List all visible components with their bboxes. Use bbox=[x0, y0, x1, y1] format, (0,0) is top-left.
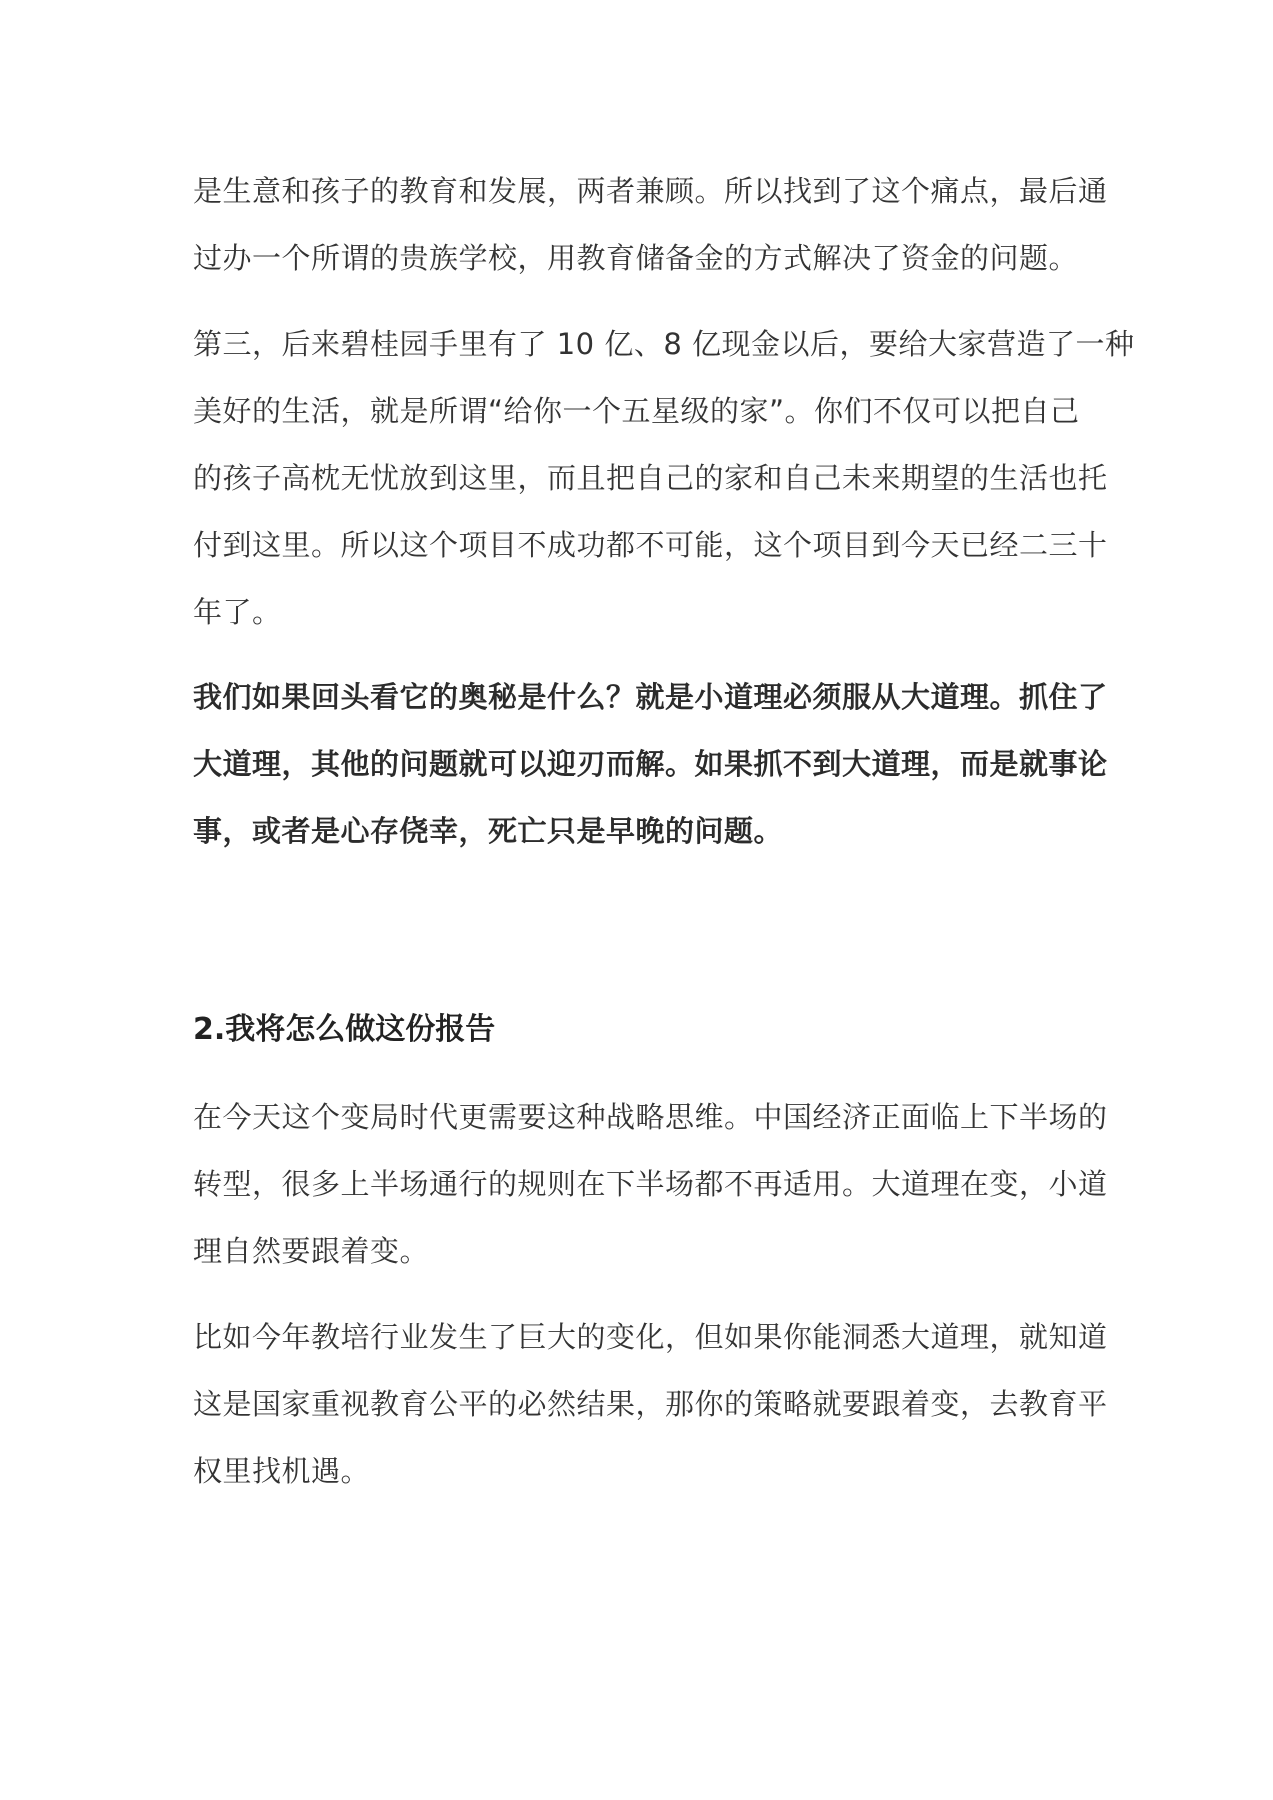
paragraph-line: 事，或者是心存侥幸，死亡只是早晚的问题。 bbox=[193, 814, 784, 848]
paragraph-2 bbox=[193, 311, 1135, 646]
paragraph-line: 转型，很多上半场通行的规则在下半场都不再适用。大道理在变，小道 bbox=[193, 1167, 1108, 1201]
paragraph-5 bbox=[193, 1304, 1108, 1505]
paragraph-line: 权里找机遇。 bbox=[193, 1454, 371, 1488]
document-page bbox=[193, 0, 1135, 1800]
paragraph-line: 的孩子高枕无忧放到这里，而且把自己的家和自己未来期望的生活也托 bbox=[193, 461, 1108, 495]
paragraph-line: 美好的生活，就是所谓“给你一个五星级的家”。你们不仅可以把自己 bbox=[193, 394, 1080, 428]
paragraph-line: 年了。 bbox=[193, 595, 282, 629]
paragraph-line: 这是国家重视教育公平的必然结果，那你的策略就要跟着变，去教育平 bbox=[193, 1387, 1108, 1421]
paragraph-line: 过办一个所谓的贵族学校，用教育储备金的方式解决了资金的问题。 bbox=[193, 241, 1079, 275]
paragraph-line: 大道理，其他的问题就可以迎刃而解。如果抓不到大道理，而是就事论 bbox=[193, 747, 1108, 781]
paragraph-4 bbox=[193, 1084, 1108, 1285]
section-heading: 2.我将怎么做这份报告 bbox=[193, 1012, 496, 1047]
paragraph-3-emphasis bbox=[193, 664, 1108, 865]
paragraph-line: 付到这里。所以这个项目不成功都不可能，这个项目到今天已经二三十 bbox=[193, 528, 1108, 562]
paragraph-line: 比如今年教培行业发生了巨大的变化，但如果你能洞悉大道理，就知道 bbox=[193, 1320, 1108, 1354]
paragraph-line: 我们如果回头看它的奥秘是什么？就是小道理必须服从大道理。抓住了 bbox=[193, 680, 1108, 714]
paragraph-1 bbox=[193, 158, 1108, 292]
paragraph-line: 在今天这个变局时代更需要这种战略思维。中国经济正面临上下半场的 bbox=[193, 1100, 1108, 1134]
paragraph-line: 是生意和孩子的教育和发展，两者兼顾。所以找到了这个痛点，最后通 bbox=[193, 174, 1108, 208]
paragraph-line: 第三，后来碧桂园手里有了 10 亿、8 亿现金以后，要给大家营造了一种 bbox=[193, 327, 1135, 361]
paragraph-line: 理自然要跟着变。 bbox=[193, 1234, 430, 1268]
